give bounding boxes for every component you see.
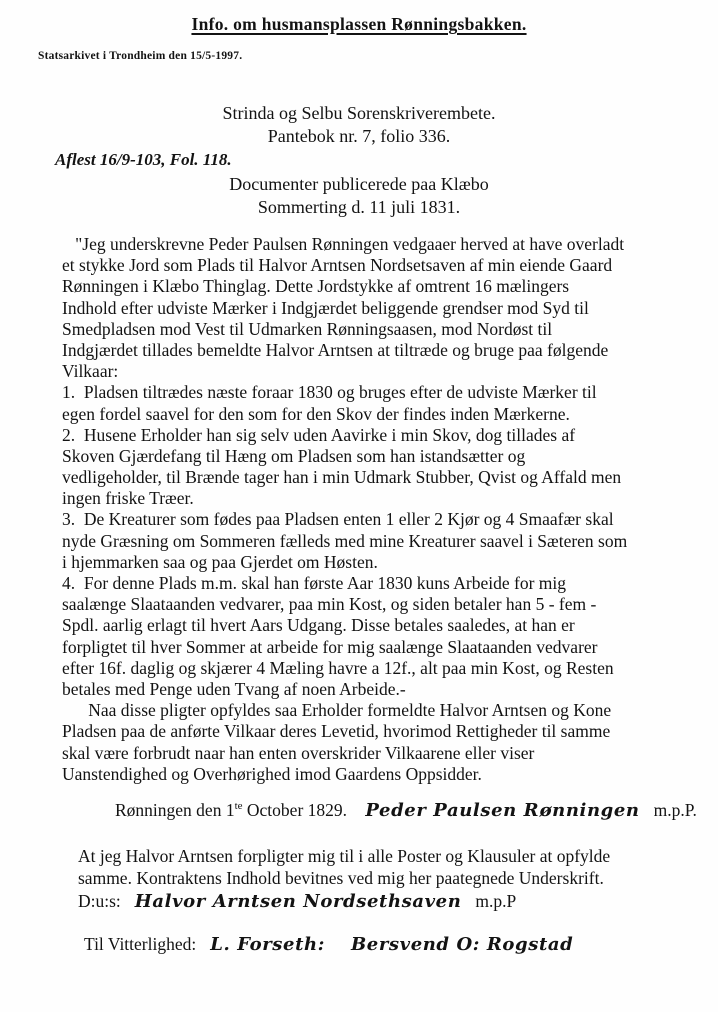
document-text-line: Indhold efter udviste Mærker i Indgjærdet beliggende grendser mod Syd til <box>62 297 589 318</box>
owner-signature-line <box>115 800 697 821</box>
document-text-line: skal være forbrudt naar han enten overskrider Vilkaarene eller viser <box>62 742 535 763</box>
document-text-line: egen fordel saavel for den som for den Skov der findes inden Mærkerne. <box>62 403 570 424</box>
document-text-line: vedligeholder, til Brænde tager han i min Udmark Stubber, Qvist og Affald men <box>62 467 622 488</box>
court-name: Strinda og Selbu Sorenskriverembete. <box>222 103 496 123</box>
witness-prefix: Til Vitterlighed: <box>84 934 197 954</box>
document-text-line: Indgjærdet tillades bemeldte Halvor Arntsen at tiltræde og bruge paa følgende <box>62 339 609 360</box>
signature-place-date-prefix: Rønningen den 1 <box>115 800 235 820</box>
witness-signature-2-script: Bersvend O: Rogstad <box>350 934 574 955</box>
document-text-line: nyde Græsning om Sommeren fælleds med mine Kreaturer saavel i Sæteren som <box>62 530 628 551</box>
document-text-line: ingen friske Træer. <box>62 488 194 509</box>
publication-date: Sommerting d. 11 juli 1831. <box>257 197 461 217</box>
document-text-line: betales med Penge uden Tvang af noen Arbeide.- <box>62 678 406 699</box>
document-text-line: Uanstendighed og Overhørighed imod Gaardens Oppsidder. <box>62 763 482 784</box>
document-text-line: Rønningen i Klæbo Thinglag. Dette Jordstykke af omtrent 16 mælingers <box>62 276 570 297</box>
document-text-line: Spdl. aarlig erlagt til hvert Aars Udgang. Disse betales saaledes, at han er <box>62 615 575 636</box>
document-text-line: saalænge Slaataanden vedvarer, paa min Kost, og siden betaler han 5 - fem - <box>62 594 597 615</box>
document-text-line: i hjemmarken saa og paa Gjerdet om Høsten. <box>62 551 378 572</box>
owner-signature-script: Peder Paulsen Rønningen <box>365 800 640 821</box>
document-text-line: forpligtet til hver Sommer at arbeide for mig saalænge Slaataanden vedvarer <box>62 636 598 657</box>
document-title: Info. om husmansplassen Rønningsbakken. <box>191 14 527 34</box>
signature-date-rest: October 1829. <box>242 800 352 820</box>
document-text-line: "Jeg underskrevne Peder Paulsen Rønningen vedgaaer herved at have overladt <box>62 234 625 254</box>
mpp-abbreviation: m.p.P. <box>653 800 697 820</box>
document-text-line: Skoven Gjærdefang til Hæng om Pladsen som han istandsætter og <box>62 445 526 466</box>
document-text-line: 2. Husene Erholder han sig selv uden Aavirke i min Skov, dog tillades af <box>62 424 576 445</box>
publication-place: Documenter publicerede paa Klæbo <box>229 174 489 194</box>
witness-signature-1-script: L. Forseth: <box>210 934 325 955</box>
register-reference: Pantebok nr. 7, folio 336. <box>267 126 451 146</box>
document-text-line: At jeg Halvor Arntsen forpligter mig til i alle Poster og Klausuler at opfylde <box>78 846 611 866</box>
document-text-line: 1. Pladsen tiltrædes næste foraar 1830 og bruges efter de udviste Mærker til <box>62 382 597 403</box>
ordinal-superscript: te <box>234 800 243 813</box>
tenant-signature-script: Halvor Arntsen Nordsethsaven <box>134 891 462 912</box>
document-text-line: Vilkaar: <box>62 361 119 382</box>
document-text-line: efter 16f. daglig og skjærer 4 Mæling havre a 12f., alt paa min Kost, og Resten <box>62 657 614 678</box>
tenant-confirmation <box>78 845 610 889</box>
document-text-line: Smedpladsen mod Vest til Udmarken Rønningsaasen, mod Nordøst til <box>62 318 553 339</box>
mpp-abbreviation: m.p.P <box>475 891 517 911</box>
filing-annotation: Aflest 16/9-103, Fol. 118. <box>55 150 232 169</box>
document-text-line: Naa disse pligter opfyldes saa Erholder formeldte Halvor Arntsen og Kone <box>62 700 612 721</box>
publication-heading <box>0 173 718 219</box>
document-text-line: Pladsen paa de anførte Vilkaar deres Levetid, hvorimod Rettigheder til samme <box>62 721 611 742</box>
document-text-line: 3. De Kreaturer som fødes paa Pladsen enten 1 eller 2 Kjør og 4 Smaafær skal <box>62 509 614 530</box>
contract-body <box>62 234 672 785</box>
court-heading <box>0 102 718 148</box>
document-text-line: et stykke Jord som Plads til Halvor Arntsen Nordsetsaven af min eiende Gaard <box>62 255 613 276</box>
tenant-signature-line <box>78 891 516 912</box>
archive-stamp-note: Statsarkivet i Trondheim den 15/5-1997. <box>38 50 243 62</box>
document-text-line: samme. Kontraktens Indhold bevitnes ved mig her paategnede Underskrift. <box>78 868 604 888</box>
witness-signature-line <box>84 934 573 955</box>
document-text-line: 4. For denne Plads m.m. skal han første Aar 1830 kuns Arbeide for mig <box>62 573 567 593</box>
dus-prefix: D:u:s: <box>78 891 121 911</box>
